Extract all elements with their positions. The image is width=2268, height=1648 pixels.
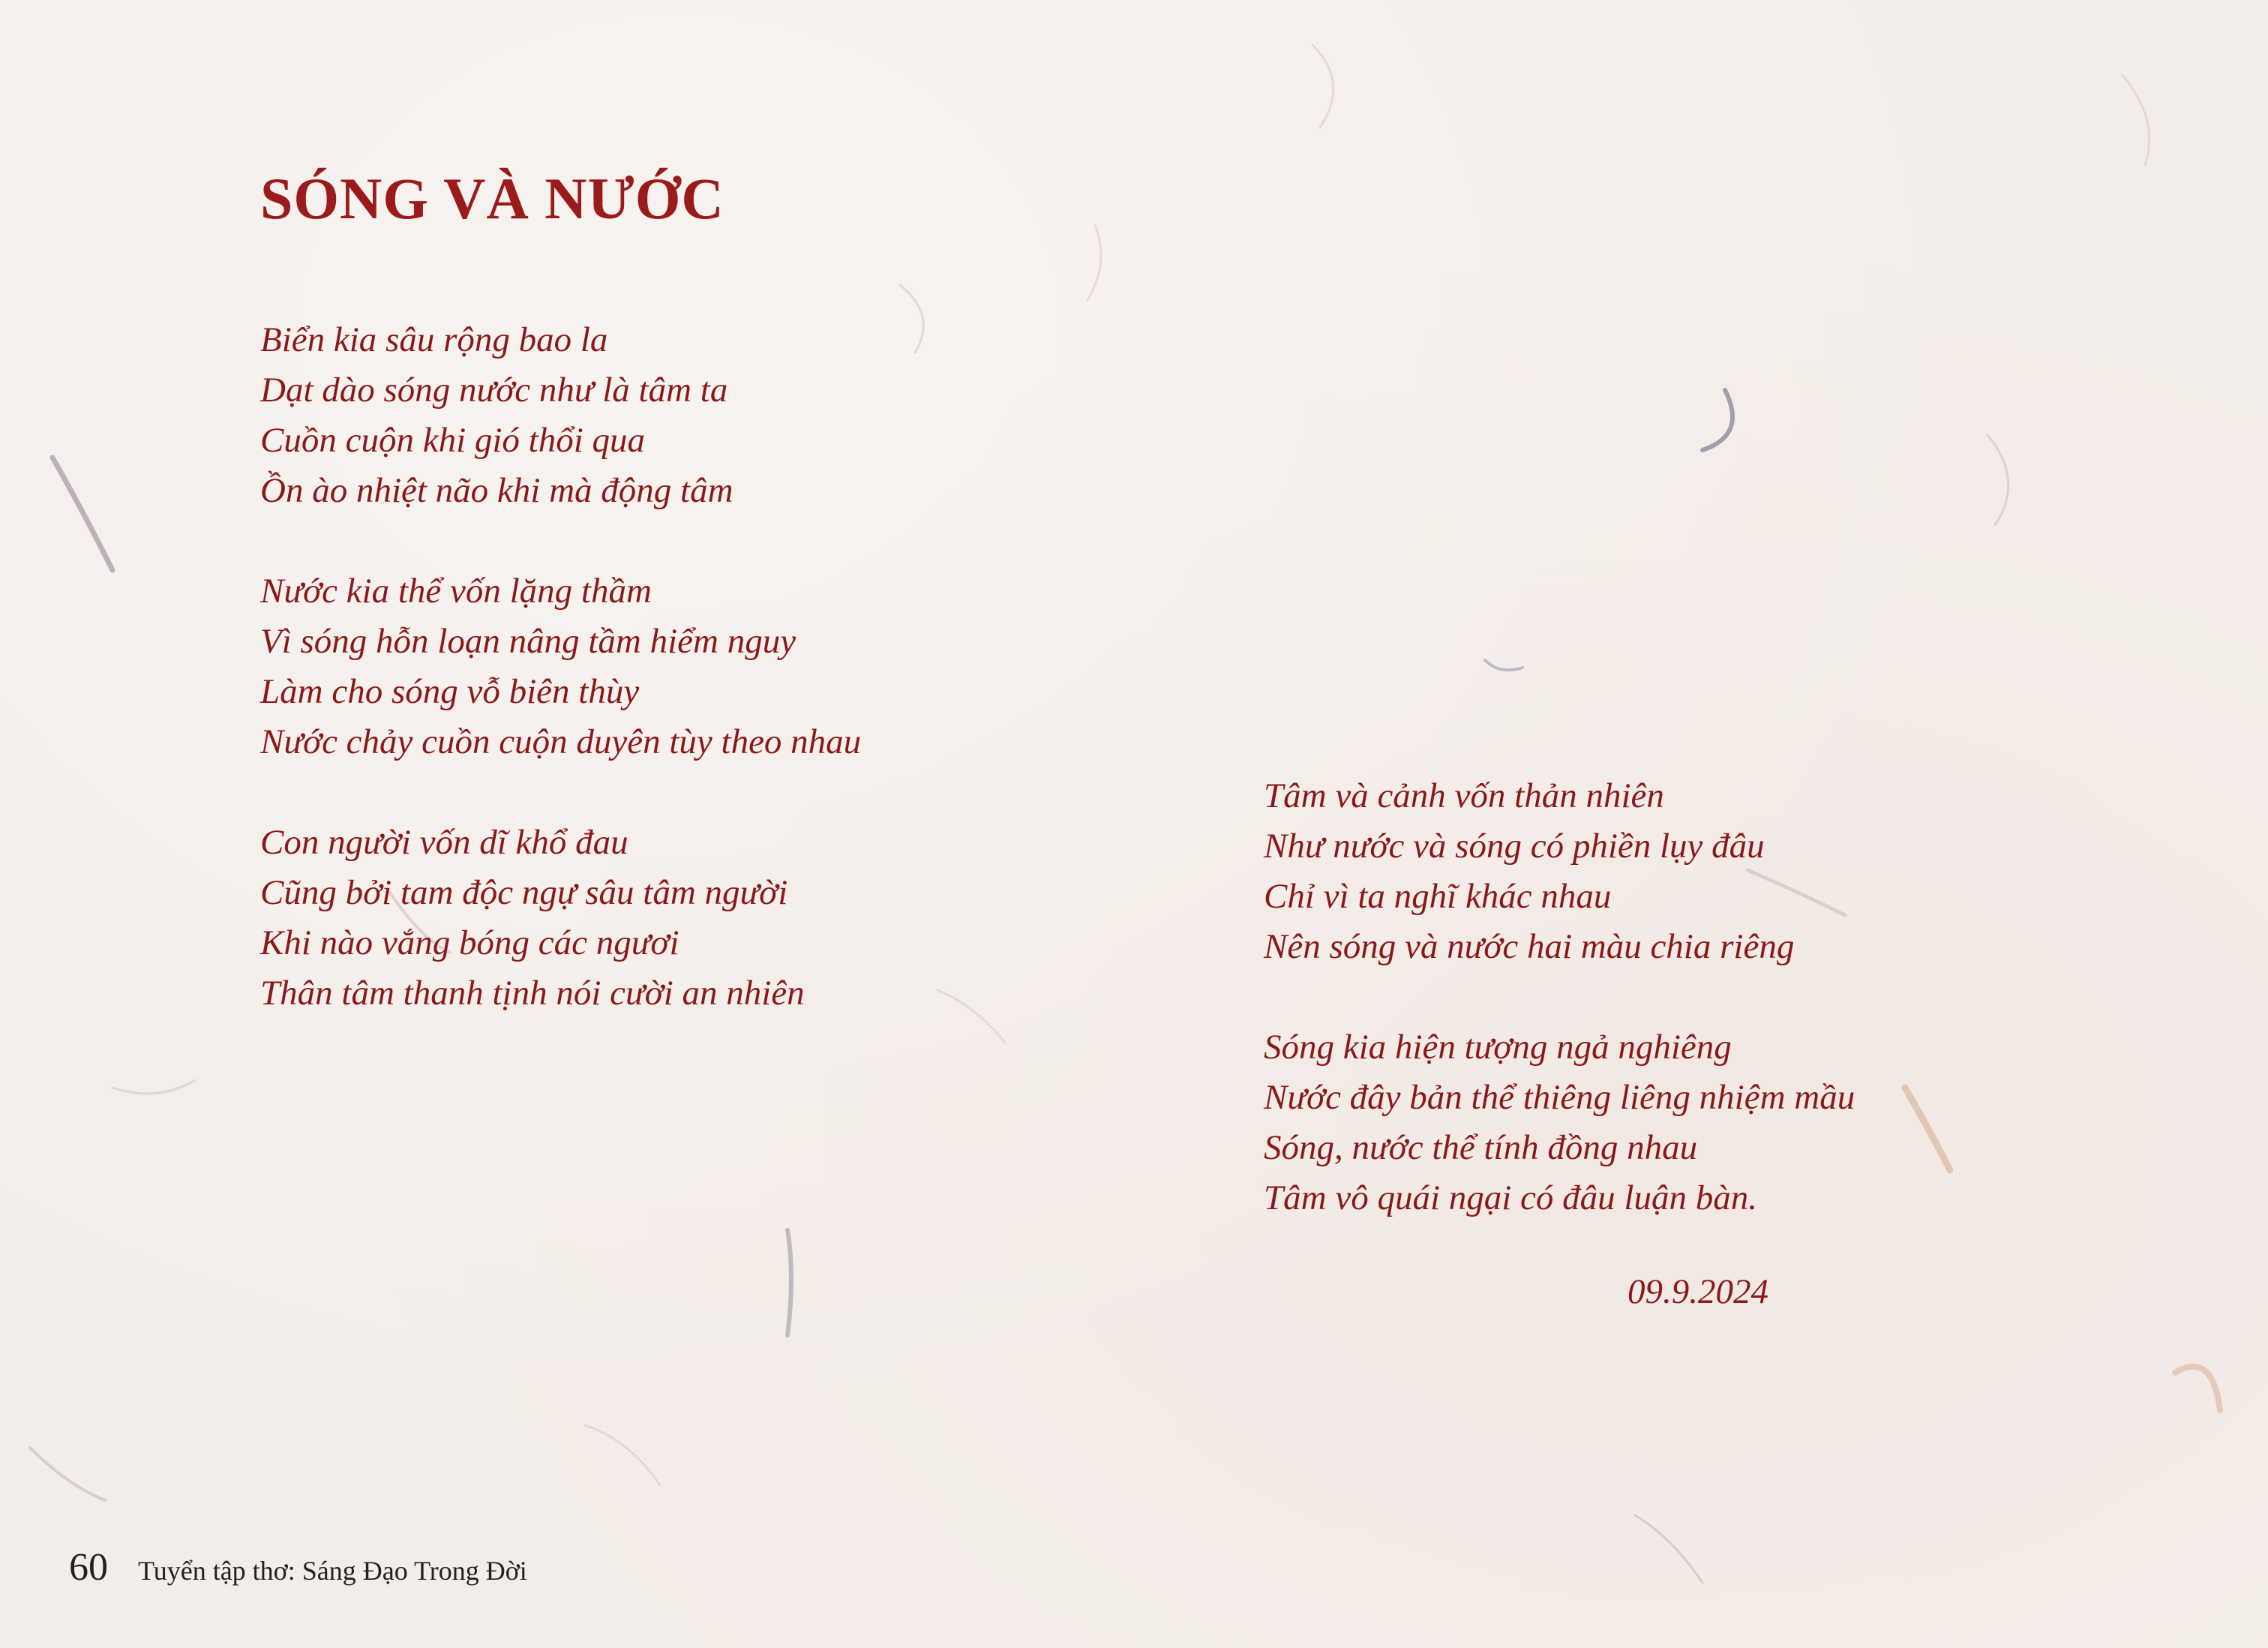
poem-line: Làm cho sóng vỗ biên thùy	[260, 672, 640, 711]
poem-line: Ồn ào nhiệt não khi mà động tâm	[260, 471, 734, 510]
poem-line: Dạt dào sóng nước như là tâm ta	[260, 371, 728, 410]
poem-line: Cũng bởi tam độc ngự sâu tâm người	[260, 873, 788, 912]
poem-left-column	[260, 315, 861, 1069]
poem-title: SÓNG VÀ NƯỚC	[260, 166, 724, 231]
stanza-1	[260, 315, 861, 516]
stanza-5	[1264, 1022, 1855, 1223]
poem-line: Chỉ vì ta nghĩ khác nhau	[1264, 877, 1612, 916]
poem-line: Tâm vô quái ngại có đâu luận bàn.	[1264, 1178, 1757, 1217]
poem-line: Nước kia thể vốn lặng thầm	[260, 572, 652, 611]
stanza-4	[1264, 771, 1855, 972]
poem-line: Sóng kia hiện tượng ngả nghiêng	[1264, 1028, 1732, 1067]
poem-date: 09.9.2024	[1628, 1272, 1768, 1311]
page-number: 60	[69, 1546, 108, 1589]
poem-line: Thân tâm thanh tịnh nói cười an nhiên	[260, 974, 805, 1013]
poem-line: Biển kia sâu rộng bao la	[260, 320, 608, 359]
poem-line: Vì sóng hỗn loạn nâng tầm hiểm nguy	[260, 622, 796, 661]
poem-line: Nước đây bản thể thiêng liêng nhiệm mầu	[1264, 1078, 1856, 1117]
poem-line: Như nước và sóng có phiền lụy đâu	[1264, 827, 1765, 866]
poem-line: Khi nào vắng bóng các ngươi	[260, 923, 680, 962]
page-footer	[69, 1545, 527, 1589]
poem-line: Sóng, nước thể tính đồng nhau	[1264, 1128, 1698, 1167]
poem-line: Nước chảy cuồn cuộn duyên tùy theo nhau	[260, 722, 862, 761]
book-title: Tuyển tập thơ: Sáng Đạo Trong Đời	[138, 1556, 527, 1586]
poem-line: Nên sóng và nước hai màu chia riêng	[1264, 927, 1795, 966]
stanza-2	[260, 566, 861, 767]
poem-line: Cuồn cuộn khi gió thổi qua	[260, 421, 646, 460]
poem-line: Tâm và cảnh vốn thản nhiên	[1264, 776, 1664, 815]
poem-right-column	[1264, 771, 1855, 1274]
stanza-3	[260, 818, 861, 1019]
poem-line: Con người vốn dĩ khổ đau	[260, 823, 628, 862]
